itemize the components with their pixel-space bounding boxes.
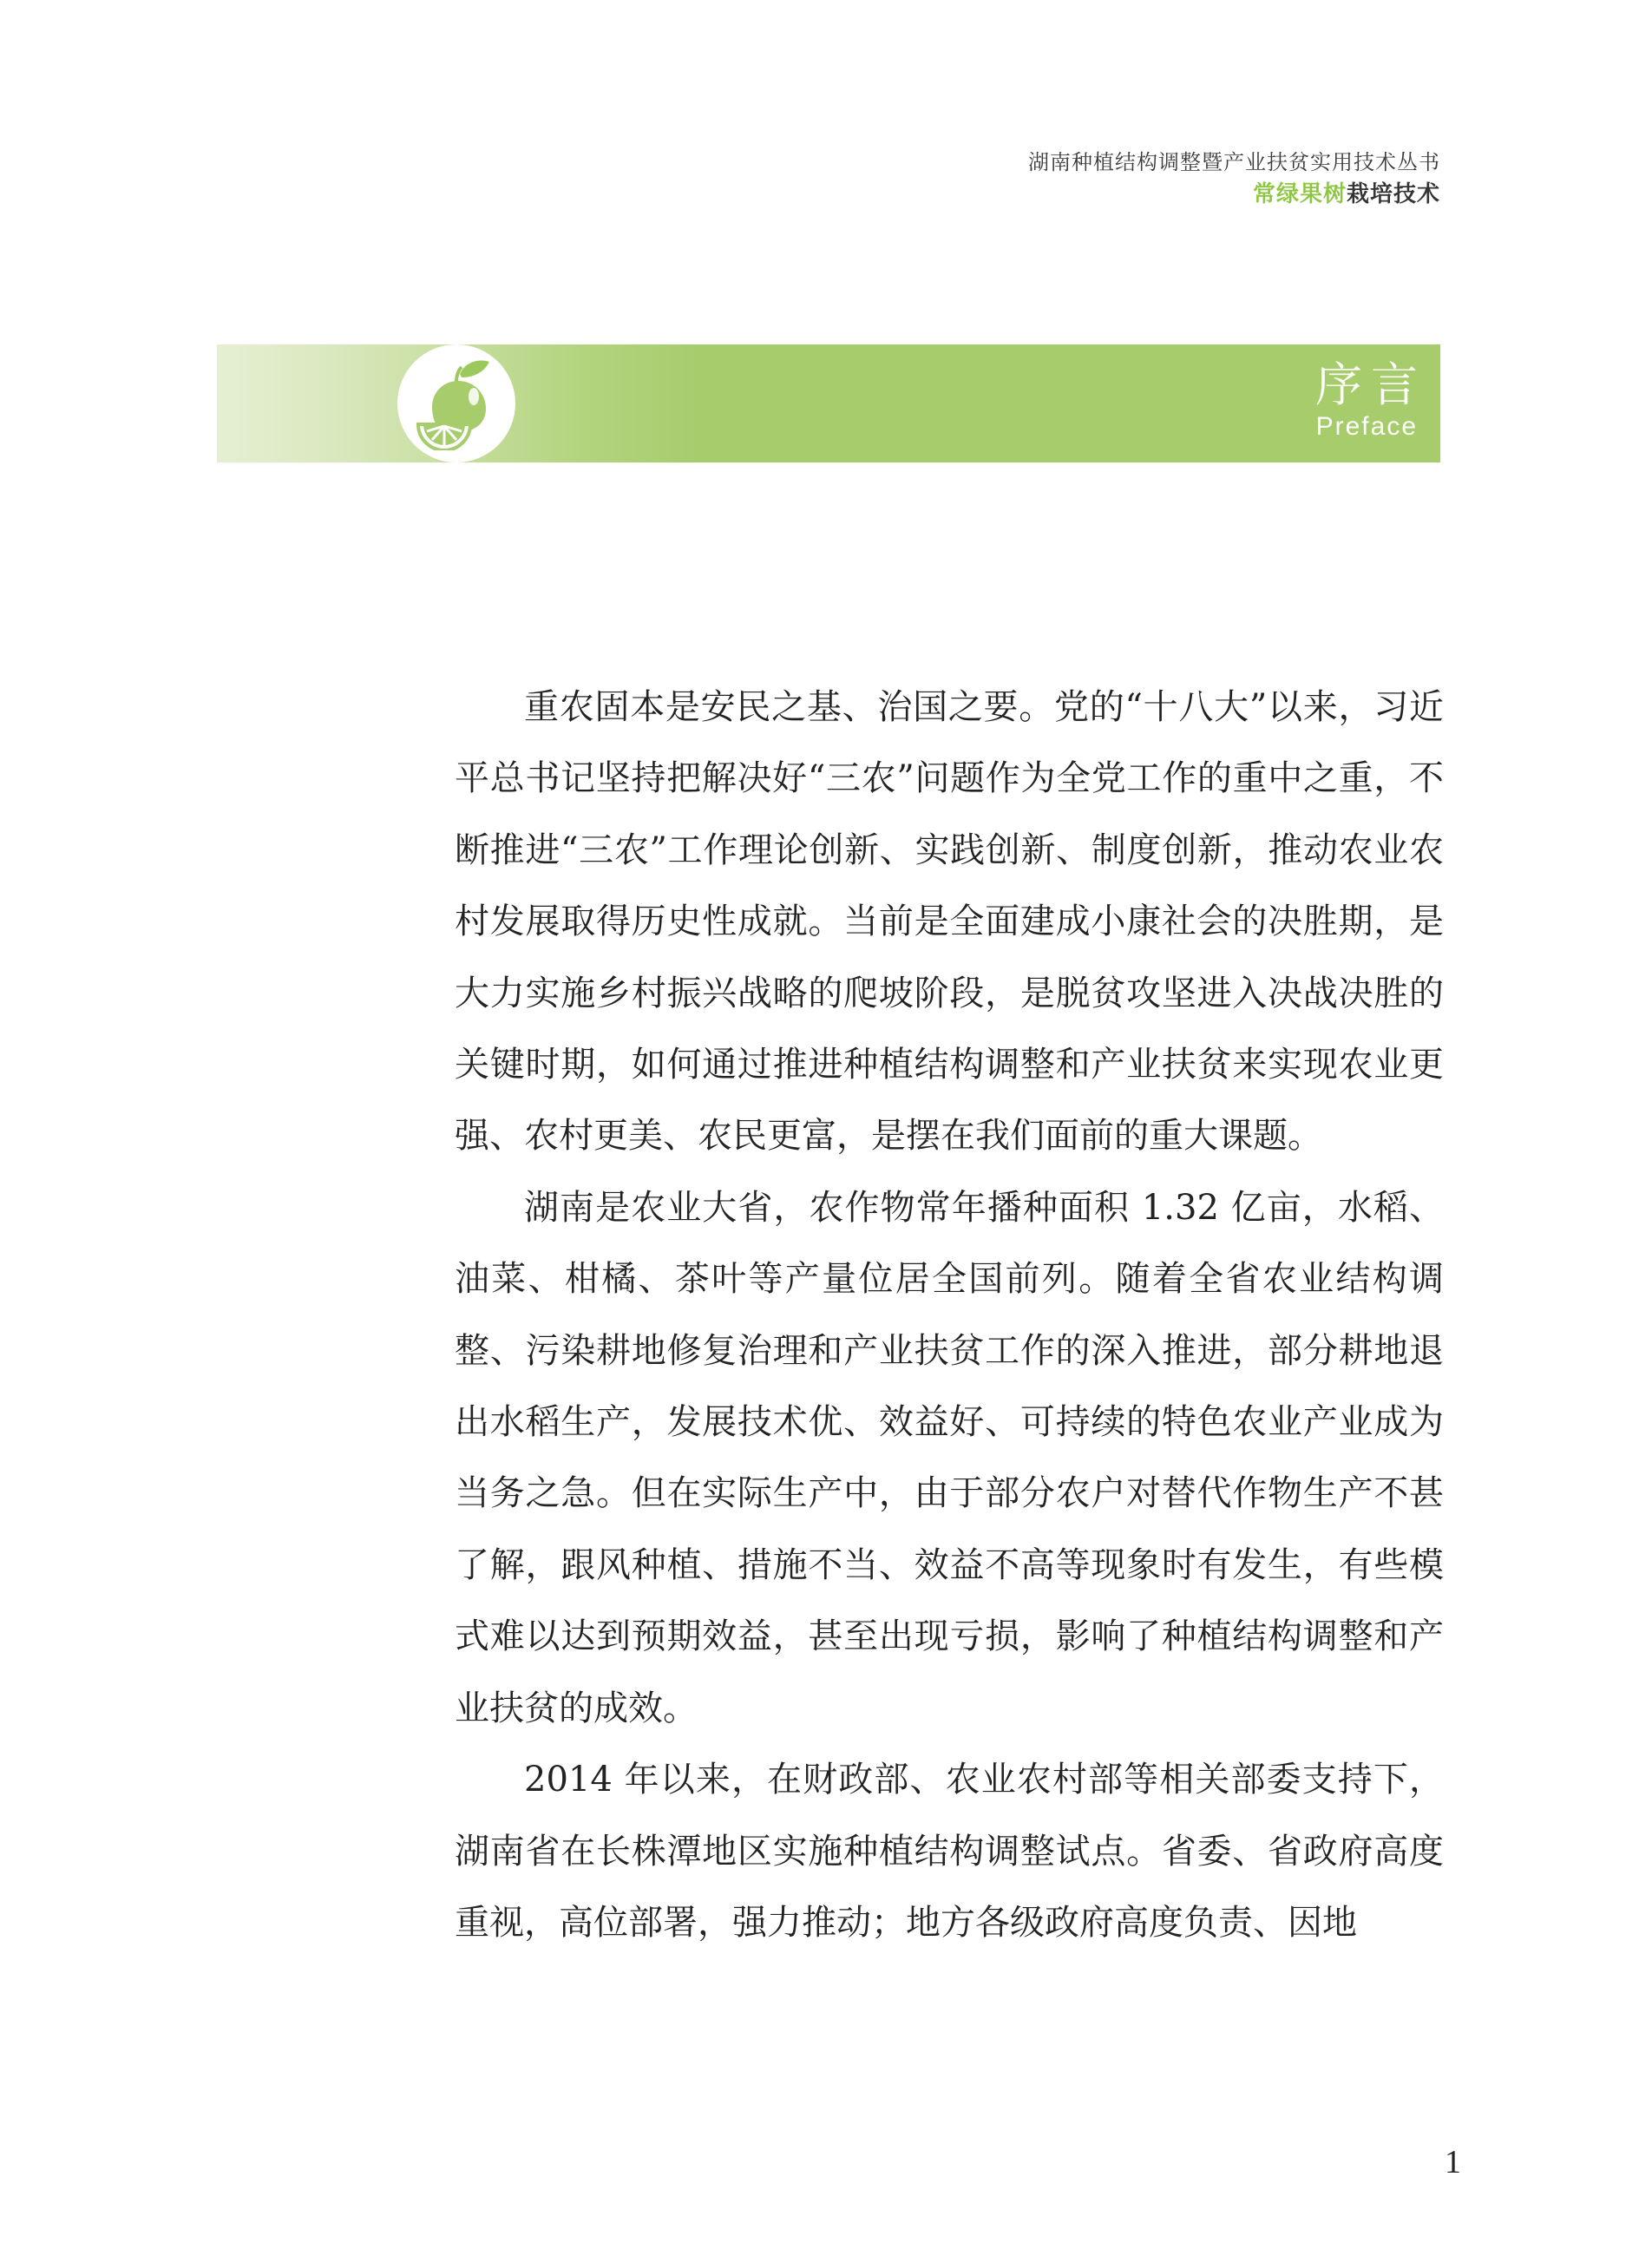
book-title xyxy=(1028,177,1440,212)
paragraph-1: 重农固本是安民之基、治国之要。党的“十八大”以来，习近平总书记坚持把解决好“三农”问题作为全党工作的重中之重，不断推进“三农”工作理论创新、实践创新、制度创新，推动农业农村发展取得历史性成就。当前是全面建成小康社会的决胜期，是大力实施乡村振兴战略的爬坡阶段，是脱贫攻坚进入决战决胜的关键时期，如何通过推进种植结构调整和产业扶贫来实现农业更强、农村更美、农民更富，是摆在我们面前的重大课题。 xyxy=(455,687,1444,1157)
book-title-highlight: 常绿果树 xyxy=(1252,181,1347,207)
paragraph-3: 2014 年以来，在财政部、农业农村部等相关部委支持下，湖南省在长株潭地区实施种植结构调整试点。省委、省政府高度重视，高位部署，强力推动；地方各级政府高度负责、因地 xyxy=(455,1760,1444,1943)
book-title-rest: 栽培技术 xyxy=(1346,181,1440,207)
title-english: Preface xyxy=(1315,412,1418,441)
logo-badge xyxy=(397,344,515,462)
citrus-fruit-icon xyxy=(413,357,500,450)
running-head xyxy=(1028,148,1440,212)
body-text xyxy=(455,672,1444,1958)
series-title: 湖南种植结构调整暨产业扶贫实用技术丛书 xyxy=(1028,150,1440,174)
paragraph-2: 湖南是农业大省，农作物常年播种面积 1.32 亿亩，水稻、油菜、柑橘、茶叶等产量位居全国前列。随着全省农业结构调整、污染耕地修复治理和产业扶贫工作的深入推进，部分耕地退出水稻生产，发展技术优、效益好、可持续的特色农业产业成为当务之急。但在实际生产中，由于部分农户对替代作物生产不甚了解，跟风种植、措施不当、效益不高等现象时有发生，有些模式难以达到预期效益，甚至出现亏损，影响了种植结构调整和产业扶贫的成效。 xyxy=(455,1187,1444,1728)
title-chinese: 序言 xyxy=(1315,357,1426,412)
page-number: 1 xyxy=(1445,2144,1461,2180)
chapter-banner xyxy=(217,344,1440,462)
banner-title xyxy=(1315,357,1426,442)
